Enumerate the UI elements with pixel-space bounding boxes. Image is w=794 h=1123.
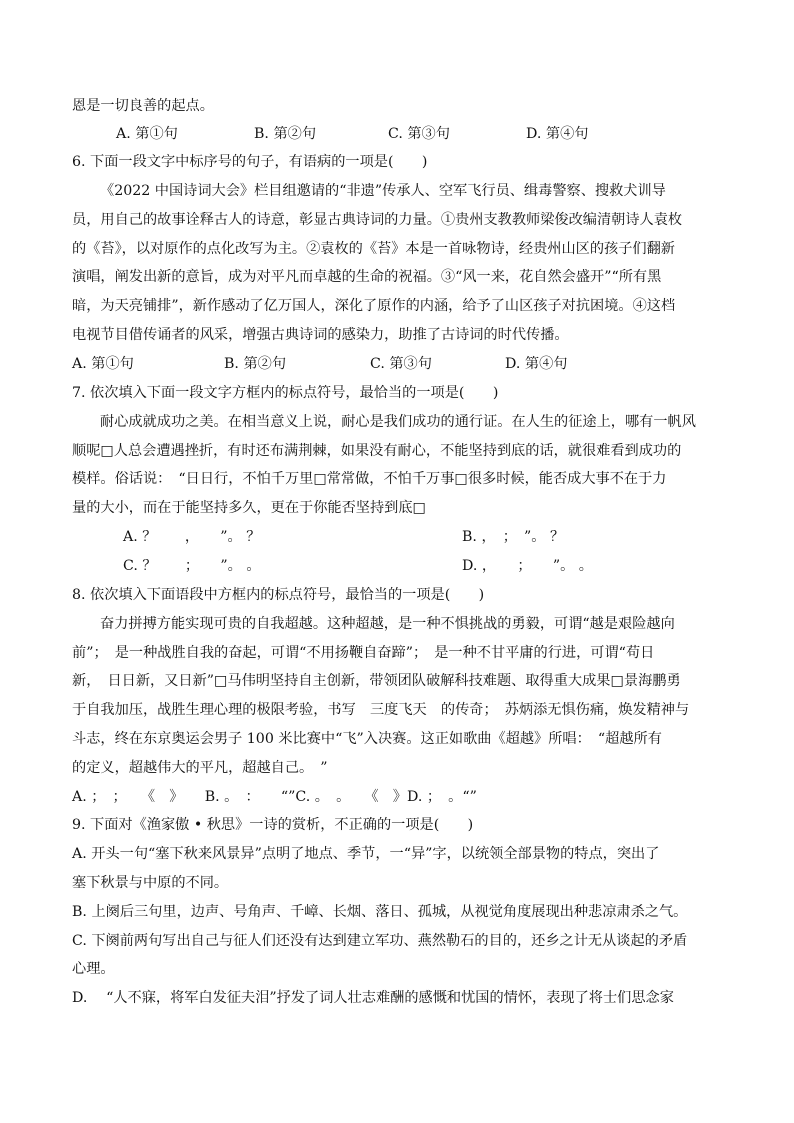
q9-option-c: C. 下阕前两句写出自己与征人们还没有达到建立军功、燕然勒石的目的，还乡之计无从谈起的矛盾: [72, 933, 688, 949]
q5-continuation: 恩是一切良善的起点。: [72, 98, 214, 114]
q7-option-d: D. ， ； ”。 。: [462, 558, 593, 574]
q6-passage-line: 的《苔》，以对原作的点化改写为主。②袁枚的《苔》本是一首咏物诗，经贵州山区的孩子们翻新: [72, 241, 675, 257]
q6-passage-line: 电视节目借传诵者的风采，增强古典诗词的感染力，助推了古诗词的时代传播。: [72, 327, 569, 343]
q7-option-b: B. ， ； ”。 ？: [462, 529, 565, 545]
q6-option-a: A. 第①句: [72, 356, 134, 372]
q5-option-c: C. 第③句: [388, 126, 450, 142]
q5-option-a: A. 第①句: [116, 126, 178, 142]
q6-passage-line: 《2022 中国诗词大会》栏目组邀请的“非遗”传承人、空军飞行员、缉毒警察、搜救犬训导: [100, 183, 666, 199]
q9-option-d: D. “人不寐，将军白发征夫泪”抒发了词人壮志难酬的感慨和忧国的情怀，表现了将士们思念家: [72, 990, 674, 1006]
q6-option-c: C. 第③句: [370, 356, 432, 372]
q6-stem: 6. 下面一段文字中标序号的句子，有语病的一项是( ): [72, 154, 428, 170]
q9-option-a: A. 开头一句“塞下秋来风景异”点明了地点、季节，一“异”字，以统领全部景物的特点，突出了: [72, 846, 660, 862]
q8-options: A. ； ； 《 》 B. 。 ： “”C. 。 。 《 》D. ； 。“”: [72, 789, 477, 805]
q7-passage-line: 顺呢□人总会遭遇挫折，有时还布满荆棘，如果没有耐心，不能坚持到底的话，就很难看到成功的: [72, 443, 682, 459]
q9-option-a-cont: 塞下秋景与中原的不同。: [72, 875, 229, 891]
q9-option-b: B. 上阕后三句里，边声、号角声、千嶂、长烟、落日、孤城，从视觉角度展现出种悲凉肃杀之气。: [72, 904, 688, 920]
q7-stem: 7. 依次填入下面一段文字方框内的标点符号，最恰当的一项是( ): [72, 385, 499, 401]
q8-passage-line: 于自我加压，战胜生理心理的极限考验，书写 三度飞天 的传奇； 苏炳添无惧伤痛，焕发精神与: [72, 702, 690, 718]
q8-passage-line: 的定义，超越伟大的平凡，超越自己。 ”: [72, 760, 328, 776]
q7-option-c: C. ？ ； ”。 。: [123, 558, 261, 574]
q8-passage-line: 前”； 是一种战胜自我的奋起，可谓“不用扬鞭自奋蹄”； 是一种不甘平庸的行进，可谓“苟日: [72, 645, 655, 661]
q6-passage-line: 演唱，阐发出新的意旨，成为对平凡而卓越的生命的祝福。③“风一来，花自然会盛开”“所有黑: [72, 269, 662, 285]
q6-passage-line: 暗，为天亮铺排”，新作感动了亿万国人，深化了原作的内涵，给予了山区孩子对抗困境。④这档: [72, 298, 676, 314]
q7-option-a: A. ？ ， ”。 ？: [123, 529, 261, 545]
q8-stem: 8. 依次填入下面语段中方框内的标点符号，最恰当的一项是( ): [72, 587, 485, 603]
q8-passage-line: 新， 日日新，又日新”□马伟明坚持自主创新，带领团队破解科技难题、取得重大成果□景海鹏勇: [72, 673, 681, 689]
q9-option-c-cont: 心理。: [72, 961, 115, 977]
q9-stem: 9. 下面对《渔家傲 • 秋思》一诗的赏析，不正确的一项是( ): [72, 817, 474, 833]
q7-passage-line: 模样。俗话说： “日日行，不怕千万里□常常做，不怕千万事□很多时候，能否成大事不在于力: [72, 471, 667, 487]
q5-option-d: D. 第④句: [526, 126, 589, 142]
q6-passage-line: 员，用自己的故事诠释古人的诗意，彰显古典诗词的力量。①贵州支教教师梁俊改编清朝诗人袁枚: [72, 212, 683, 228]
q6-option-b: B. 第②句: [224, 356, 287, 372]
q6-option-d: D. 第④句: [505, 356, 568, 372]
q8-passage-line: 斗志，终在东京奥运会男子 100 米比赛中“飞”入决赛。这正如歌曲《超越》所唱： “超越所有: [72, 731, 662, 747]
q5-option-b: B. 第②句: [254, 126, 317, 142]
q7-passage-line: 耐心成就成功之美。在相当意义上说，耐心是我们成功的通行证。在人生的征途上，哪有一帆风: [100, 414, 696, 430]
q7-passage-line: 量的大小，而在于能坚持多久，更在于你能否坚持到底□: [72, 500, 426, 516]
q8-passage-line: 奋力拼搏方能实现可贵的自我超越。这种超越，是一种不惧挑战的勇毅，可谓“越是艰险越向: [100, 616, 675, 632]
